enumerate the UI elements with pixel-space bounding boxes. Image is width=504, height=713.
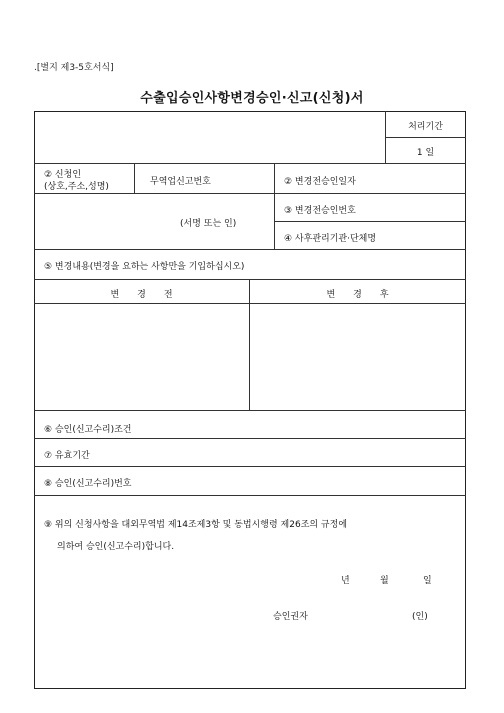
applicant-label-sub: (상호,주소,성명) [44, 182, 109, 192]
statement-line-2: 의하여 승인(신고수리)합니다. [57, 542, 175, 552]
after-change-header: 변 경 후 [326, 290, 389, 300]
authority-label: 승인권자 [273, 612, 308, 622]
changes-section-label: ⑤ 변경내용(변경을 요하는 사항만을 기입하십시오) [44, 262, 245, 272]
signature-label: (서명 또는 인) [180, 219, 237, 229]
changes-header-bottom-line [34, 303, 466, 304]
applicant-label: ② 신청인 [44, 170, 82, 180]
processing-period-value: 1 일 [416, 148, 435, 158]
applicant-top-line [34, 163, 466, 164]
date-year-label: 년 [341, 576, 350, 586]
trade-code-label: 무역업신고번호 [150, 177, 211, 187]
conditions-label: ⑥ 승인(신고수리)조건 [44, 425, 132, 435]
statement-line-1: ⑨ 위의 신청사항을 대외무역법 제14조제3항 및 동법시행령 제26조의 규정에 [44, 520, 348, 530]
agency-name-label: ④ 사후관리기관·단체명 [284, 234, 377, 244]
changes-top-line [34, 249, 466, 250]
validity-label: ⑦ 유효기간 [44, 451, 90, 461]
prev-approval-no-label: ③ 변경전승인번호 [284, 206, 356, 216]
date-month-label: 월 [380, 576, 389, 586]
applicant-label-divider [134, 163, 135, 193]
processing-period-label: 처리기간 [408, 122, 443, 132]
statement-top-line [34, 495, 466, 496]
form-title: 수출입승인사항변경승인·신고(신청)서 [140, 91, 364, 106]
applicant-right-divider [274, 163, 275, 249]
changes-header-top-line [34, 279, 466, 280]
before-change-header: 변 경 전 [110, 290, 173, 300]
approval-no-top-line [34, 466, 466, 467]
date-day-label: 일 [423, 576, 432, 586]
validity-top-line [34, 438, 466, 439]
seal-label: (인) [412, 612, 428, 622]
conditions-top-line [34, 410, 466, 411]
prev-approval-date-label: ② 변경전승인일자 [284, 177, 356, 187]
applicant-sub-line [34, 193, 466, 194]
processing-mid-line [385, 137, 466, 138]
form-number-label: .[별지 제3-5호서식] [34, 63, 114, 73]
right-fields-line [274, 221, 466, 222]
approval-number-label: ⑧ 승인(신고수리)번호 [44, 479, 132, 489]
form-table [34, 111, 466, 689]
